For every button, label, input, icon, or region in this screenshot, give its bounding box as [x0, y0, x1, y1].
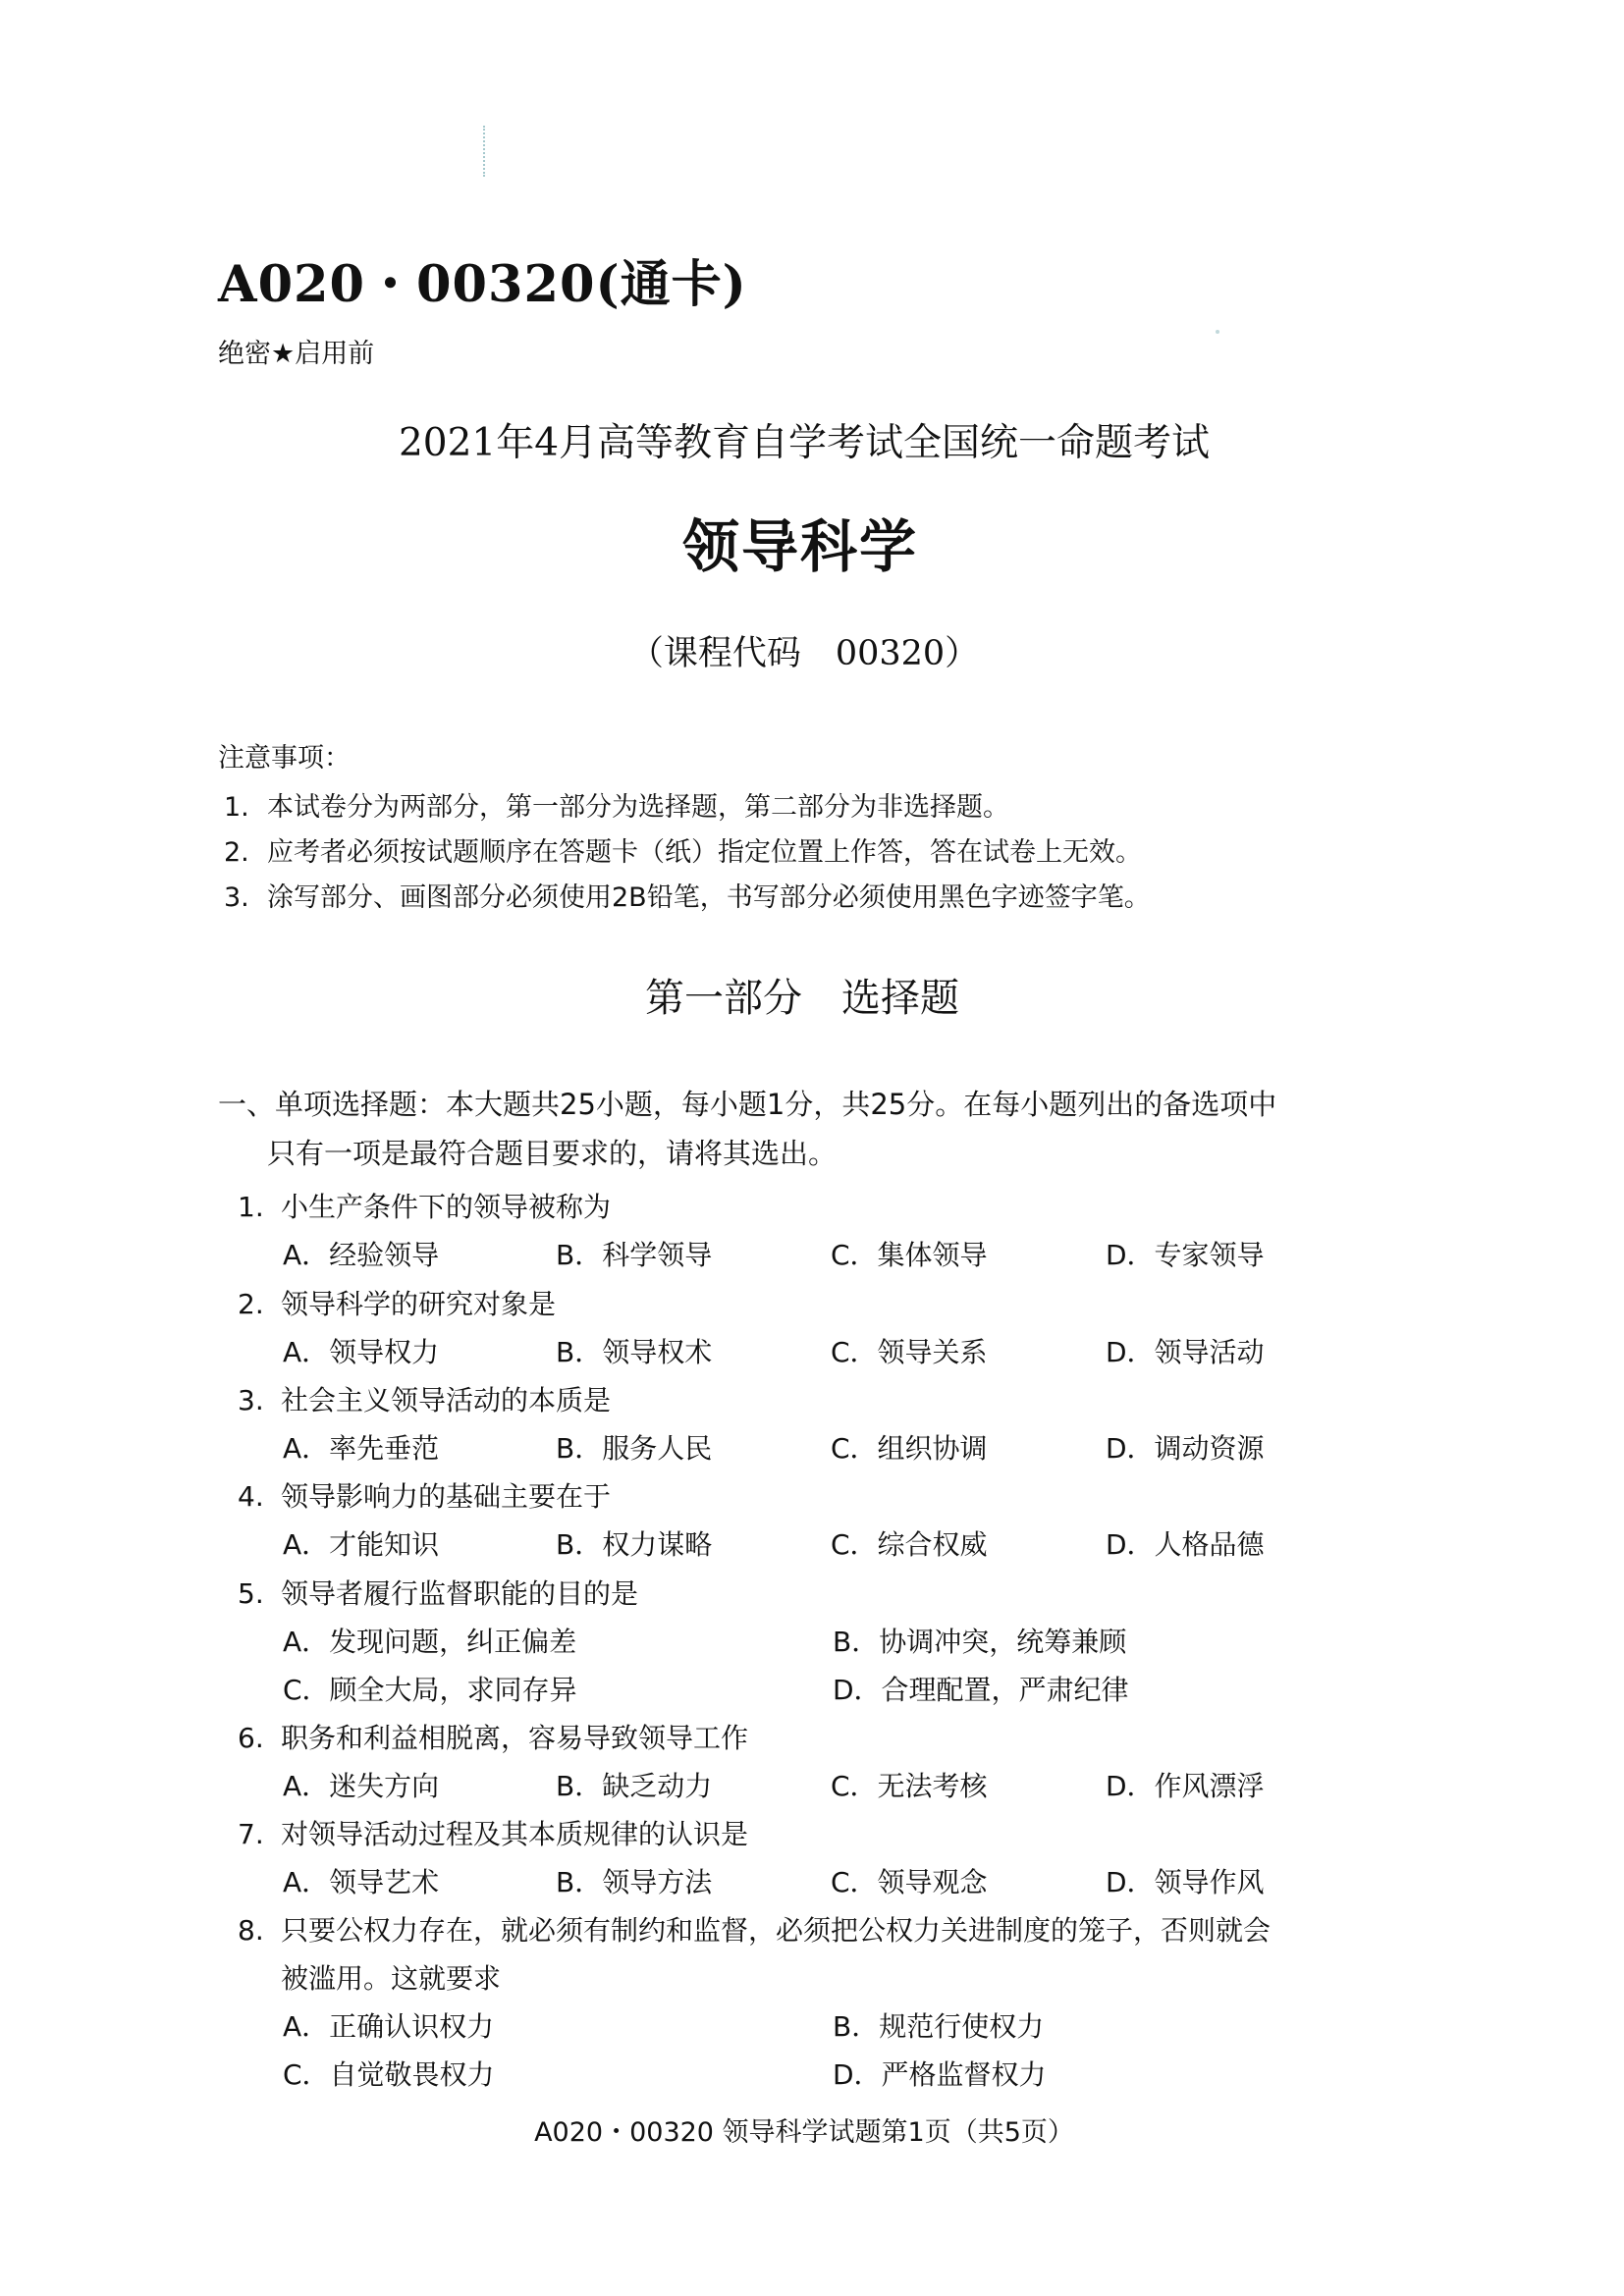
secret-mark: 绝密★启用前	[218, 339, 375, 369]
question-stem: 8. 只要公权力存在，就必须有制约和监督，必须把公权力关进制度的笼子，否则就会	[238, 1914, 1272, 1947]
question-stem: 6. 职务和利益相脱离，容易导致领导工作	[238, 1722, 749, 1754]
question-stem-continued: 被滥用。这就要求	[281, 1962, 502, 1995]
option-a[interactable]: A．经验领导	[283, 1239, 440, 1271]
scan-artifact	[1216, 330, 1219, 334]
question-stem: 2. 领导科学的研究对象是	[238, 1288, 557, 1320]
option-a[interactable]: A．发现问题，纠正偏差	[283, 1626, 577, 1658]
question-stem: 4. 领导影响力的基础主要在于	[238, 1480, 612, 1513]
note-item: 2. 应考者必须按试题顺序在答题卡（纸）指定位置上作答，答在试卷上无效。	[224, 837, 1142, 868]
question-stem: 5. 领导者履行监督职能的目的是	[238, 1577, 639, 1610]
question-stem: 1. 小生产条件下的领导被称为	[238, 1191, 612, 1223]
page-footer: A020・00320 领导科学试题第1页（共5页）	[534, 2117, 1074, 2148]
option-d[interactable]: D．领导作风	[1106, 1866, 1265, 1898]
option-b[interactable]: B．协调冲突，统筹兼顾	[833, 1626, 1127, 1658]
option-a[interactable]: A．迷失方向	[283, 1770, 440, 1802]
section-instructions	[218, 1080, 1426, 1178]
question-stem: 3. 社会主义领导活动的本质是	[238, 1384, 612, 1416]
option-b[interactable]: B．领导权术	[556, 1336, 713, 1368]
option-a[interactable]: A．率先垂范	[283, 1432, 440, 1465]
scan-artifact	[483, 126, 491, 177]
option-a[interactable]: A．才能知识	[283, 1528, 440, 1561]
option-d[interactable]: D．人格品德	[1106, 1528, 1265, 1561]
option-d[interactable]: D．严格监督权力	[833, 2058, 1047, 2091]
option-d[interactable]: D．作风漂浮	[1106, 1770, 1265, 1802]
option-c[interactable]: C．领导观念	[831, 1866, 988, 1898]
option-c[interactable]: C．顾全大局，求同存异	[283, 1674, 577, 1706]
option-b[interactable]: B．科学领导	[556, 1239, 713, 1271]
instruction-line: 只有一项是最符合题目要求的，请将其选出。	[267, 1137, 838, 1170]
option-c[interactable]: C．自觉敬畏权力	[283, 2058, 495, 2091]
option-c[interactable]: C．组织协调	[831, 1432, 988, 1465]
option-d[interactable]: D．调动资源	[1106, 1432, 1265, 1465]
option-c[interactable]: C．集体领导	[831, 1239, 988, 1271]
part-one-title: 第一部分 选择题	[645, 976, 959, 1021]
course-code: （课程代码 00320）	[628, 634, 980, 673]
option-d[interactable]: D．专家领导	[1106, 1239, 1265, 1271]
note-item: 1. 本试卷分为两部分，第一部分为选择题，第二部分为非选择题。	[224, 792, 1009, 823]
option-c[interactable]: C．综合权威	[831, 1528, 988, 1561]
note-item: 3. 涂写部分、画图部分必须使用2B铅笔，书写部分必须使用黑色字迹签字笔。	[224, 882, 1151, 913]
option-b[interactable]: B．权力谋略	[556, 1528, 713, 1561]
option-c[interactable]: C．领导关系	[831, 1336, 988, 1368]
option-b[interactable]: B．缺乏动力	[556, 1770, 713, 1802]
option-b[interactable]: B．领导方法	[556, 1866, 713, 1898]
option-d[interactable]: D．合理配置，严肃纪律	[833, 1674, 1129, 1706]
exam-title: 2021年4月高等教育自学考试全国统一命题考试	[398, 421, 1211, 465]
notes-heading: 注意事项：	[218, 743, 351, 774]
option-c[interactable]: C．无法考核	[831, 1770, 988, 1802]
option-a[interactable]: A．领导权力	[283, 1336, 440, 1368]
option-b[interactable]: B．规范行使权力	[833, 2010, 1045, 2043]
option-d[interactable]: D．领导活动	[1106, 1336, 1265, 1368]
instruction-line: 一、单项选择题：本大题共25小题，每小题1分，共25分。在每小题列出的备选项中	[218, 1088, 1277, 1121]
option-a[interactable]: A．正确认识权力	[283, 2010, 495, 2043]
question-stem: 7. 对领导活动过程及其本质规律的认识是	[238, 1818, 749, 1850]
option-a[interactable]: A．领导艺术	[283, 1866, 440, 1898]
option-b[interactable]: B．服务人民	[556, 1432, 713, 1465]
subject-title: 领导科学	[681, 513, 918, 580]
paper-code: A020・00320(通卡)	[218, 255, 747, 314]
